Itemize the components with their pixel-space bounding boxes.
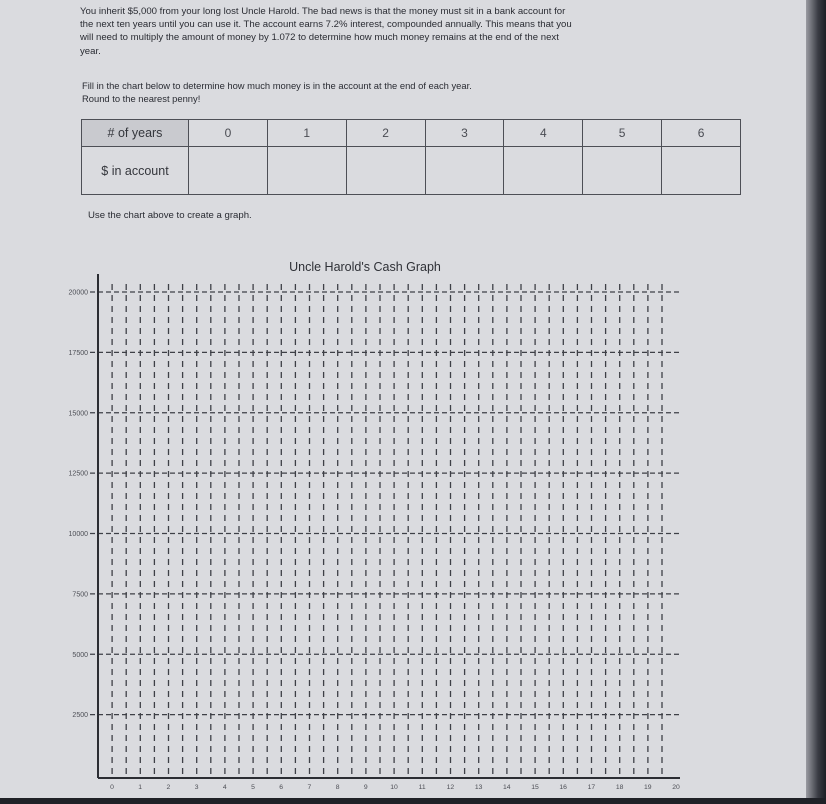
instruction-line: Fill in the chart below to determine how much money is in the account at the end of each year. bbox=[82, 80, 472, 91]
year-cell: 1 bbox=[267, 120, 346, 147]
x-tick-label: 6 bbox=[279, 784, 284, 791]
x-tick-label: 11 bbox=[418, 784, 426, 791]
y-tick-label: 12500 bbox=[68, 470, 88, 478]
y-tick-label: 15000 bbox=[68, 410, 88, 418]
x-tick-label: 19 bbox=[644, 784, 652, 791]
y-tick-label: 17500 bbox=[68, 349, 88, 357]
intro-line: the next ten years until you can use it. The account earns 7.2% interest, compounded annually. This means that you bbox=[80, 19, 572, 31]
x-tick-label: 9 bbox=[363, 784, 368, 791]
y-tick-label: 20000 bbox=[68, 289, 88, 297]
y-tick-label: 7500 bbox=[72, 591, 88, 599]
year-cell: 2 bbox=[346, 120, 425, 147]
x-tick-label: 15 bbox=[531, 784, 539, 791]
x-tick-label: 20 bbox=[672, 784, 680, 791]
x-tick-label: 18 bbox=[615, 784, 624, 791]
money-header: $ in account bbox=[82, 147, 189, 195]
x-tick-label: 13 bbox=[474, 784, 483, 791]
year-cell: 0 bbox=[189, 120, 268, 147]
x-tick-label: 2 bbox=[166, 784, 171, 791]
year-cell: 4 bbox=[504, 120, 583, 147]
screen-bezel-right bbox=[806, 0, 826, 804]
chart-note: Use the chart above to create a graph. bbox=[88, 210, 252, 221]
instruction-line: Round to the nearest penny! bbox=[82, 93, 201, 104]
chart-title: Uncle Harold's Cash Graph bbox=[289, 260, 441, 274]
grid-layer bbox=[90, 284, 682, 774]
label-layer bbox=[69, 290, 680, 792]
x-tick-label: 7 bbox=[307, 784, 312, 791]
x-tick-label: 1 bbox=[138, 784, 143, 791]
year-cell: 5 bbox=[583, 120, 662, 147]
screen-bezel-bottom bbox=[0, 798, 826, 804]
x-tick-label: 8 bbox=[335, 784, 340, 791]
x-tick-label: 4 bbox=[222, 784, 227, 791]
y-tick-label: 5000 bbox=[72, 651, 88, 659]
x-tick-label: 16 bbox=[559, 784, 567, 791]
axis-layer bbox=[98, 274, 680, 778]
x-tick-label: 3 bbox=[194, 784, 199, 791]
y-tick-label: 2500 bbox=[72, 712, 88, 720]
intro-line: You inherit $5,000 from your long lost Uncle Harold. The bad news is that the money must sit in a bank account for bbox=[80, 6, 566, 17]
year-cell: 6 bbox=[662, 120, 741, 147]
x-tick-label: 17 bbox=[587, 784, 596, 791]
x-tick-label: 12 bbox=[446, 784, 455, 791]
intro-line: year. bbox=[80, 45, 101, 57]
x-tick-label: 10 bbox=[390, 784, 398, 791]
x-tick-label: 5 bbox=[251, 784, 255, 791]
years-header: # of years bbox=[82, 120, 189, 147]
y-tick-label: 10000 bbox=[68, 531, 88, 538]
x-tick-label: 14 bbox=[503, 784, 511, 791]
year-cell: 3 bbox=[425, 120, 504, 147]
intro-line: will need to multiply the amount of money by 1.072 to determine how much money remains at the end of the next bbox=[80, 32, 559, 44]
x-tick-label: 0 bbox=[110, 784, 114, 791]
